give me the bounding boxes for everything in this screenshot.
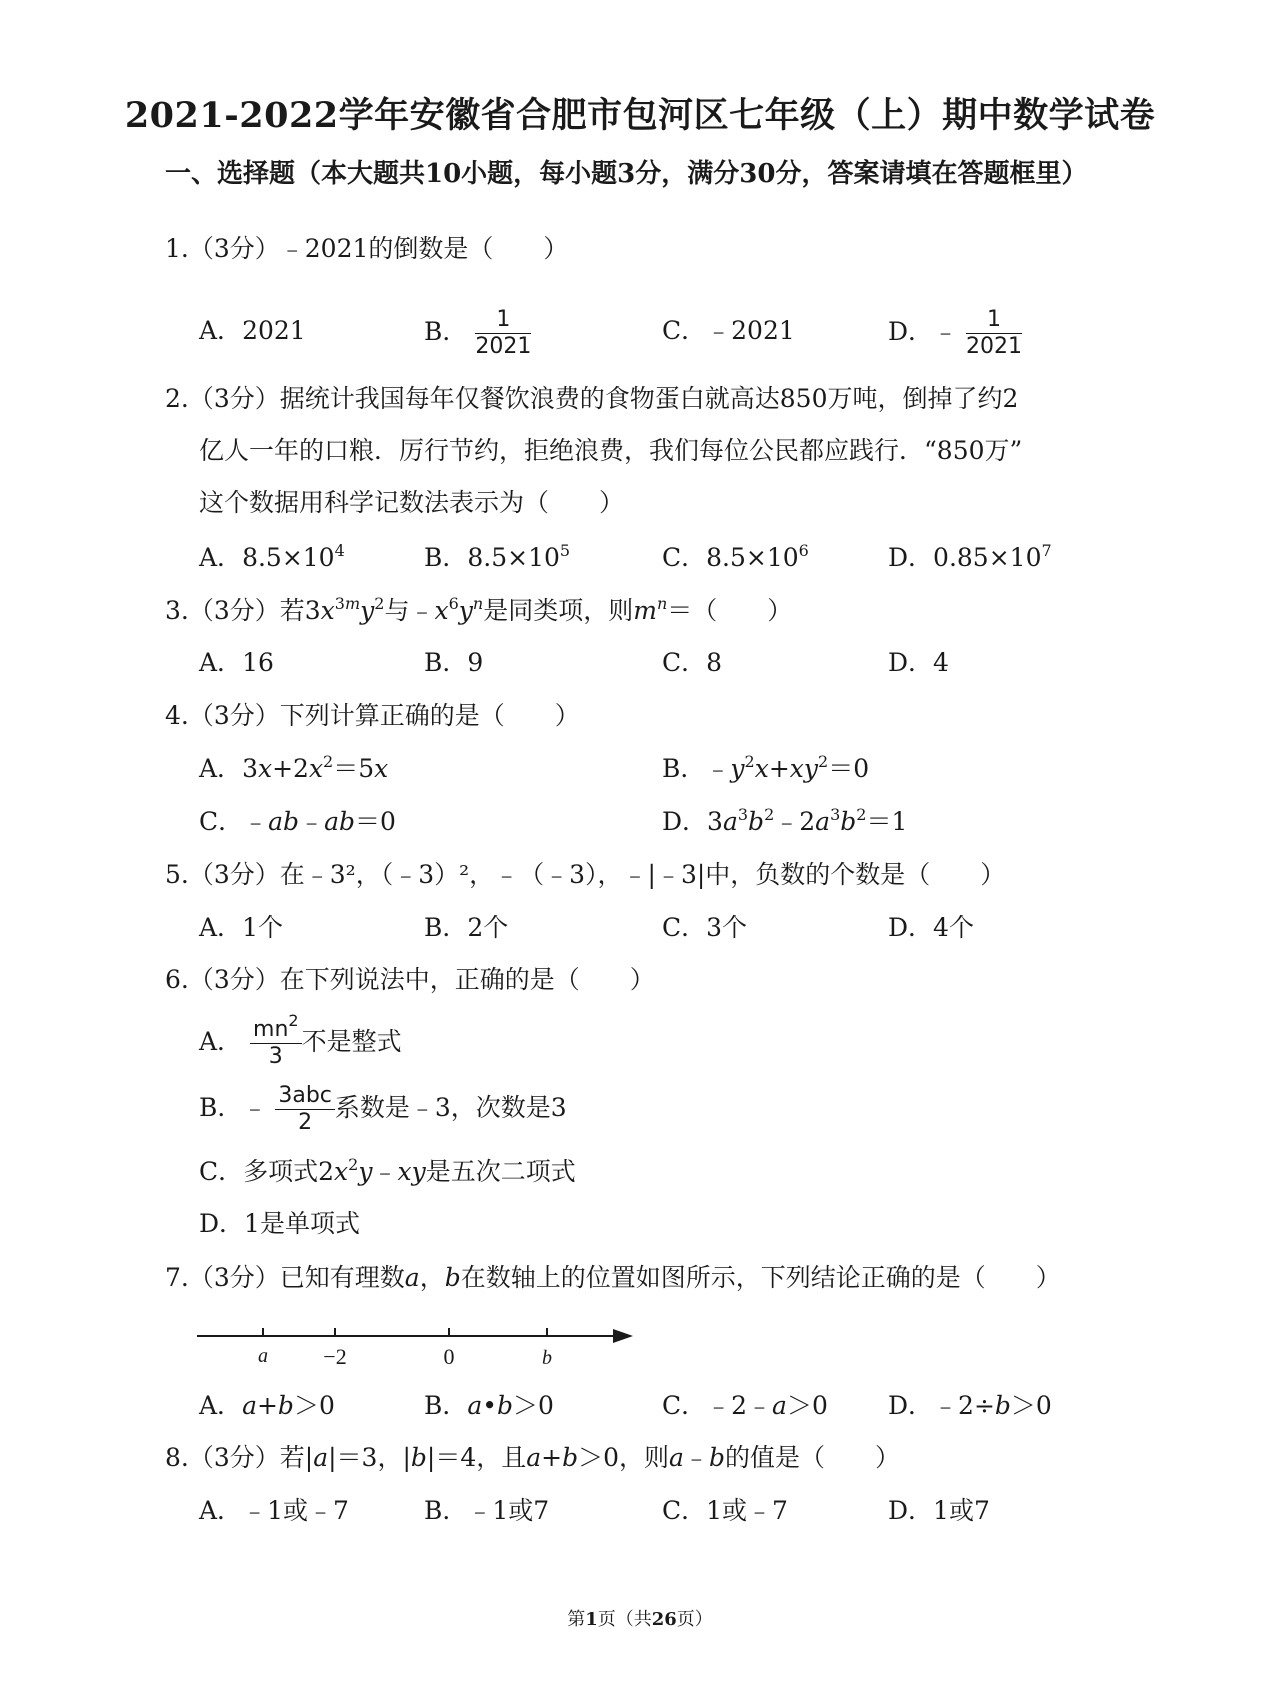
question-2-line-2: 亿人一年的口粮．厉行节约，拒绝浪费，我们每位公民都应践行．“850万” [199, 436, 1023, 465]
label-zero: 0 [443, 1344, 455, 1369]
question-2-line-3: 这个数据用科学记数法表示为（ ） [199, 488, 625, 517]
label-b: b [542, 1347, 552, 1369]
q7-option-c: C．﹣2﹣a＞0 [662, 1391, 828, 1420]
q1-fraction-b: $\frac{1}{2021}$ [475, 307, 532, 359]
q6-option-a: A． $\frac{mn^2}{3}$ 不是整式 [199, 1011, 402, 1069]
q4-option-b: B．$﹣y^2x+xy^2=0$ [662, 752, 870, 783]
question-3: 3.（3分）若$3x^{3m}y^2$与$﹣x^6y^n$是同类项，则$m^n=$（ ） [165, 594, 793, 625]
page-footer: 第1页（共26页） [567, 1609, 713, 1630]
q1-option-a: A．2021 [199, 316, 306, 345]
question-6: 6.（3分）在下列说法中，正确的是（ ） [165, 965, 655, 994]
q8-option-b: B．﹣1或7 [424, 1496, 550, 1525]
current-page-number: 1 [585, 1609, 598, 1630]
question-7: 7.（3分）已知有理数a，b在数轴上的位置如图所示，下列结论正确的是（ ） [165, 1263, 1061, 1292]
q2-option-c: C．$8.5\times 10^6$ [662, 541, 809, 572]
question-4: 4.（3分）下列计算正确的是（ ） [165, 701, 580, 730]
q8-option-a: A．﹣1或﹣7 [199, 1496, 349, 1525]
question-2: 2.（3分）据统计我国每年仅餐饮浪费的食物蛋白就高达850万吨，倒掉了约2 [165, 384, 1019, 413]
q6-fraction-b: $\frac{\text{3abc}}{2}$ [275, 1084, 335, 1135]
total-pages: 26 [651, 1609, 677, 1630]
q2-option-d: D．$0.85\times 10^7$ [888, 541, 1052, 572]
q1-fraction-d: $\frac{1}{2021}$ [966, 307, 1023, 359]
q6-option-c: C．多项式$2x^2y﹣xy$是五次二项式 [199, 1155, 576, 1186]
q1-option-d: D．﹣ $\frac{1}{2021}$ [888, 307, 1023, 359]
q3-option-d: D．4 [888, 648, 949, 677]
q4-option-a: A．$3x+2x^2=5x$ [199, 752, 389, 783]
q5-option-a: A．1个 [199, 913, 283, 942]
q8-option-d: D．1或7 [888, 1496, 990, 1525]
q3-option-a: A．16 [199, 648, 274, 677]
number-line-arrow [613, 1329, 633, 1343]
number-line-figure [195, 1318, 635, 1378]
label-minus-2: −2 [323, 1344, 347, 1369]
label-a: a [258, 1345, 268, 1367]
q6-option-d: D．1是单项式 [199, 1209, 360, 1238]
question-1: 1.（3分）﹣2021的倒数是（ ） [165, 234, 569, 263]
q5-option-b: B．2个 [424, 913, 509, 942]
q1-option-c: C．﹣2021 [662, 316, 795, 345]
q2-option-a: A．$8.5\times 10^4$ [199, 541, 345, 572]
question-5: 5.（3分）在﹣3²，（﹣3）²，﹣（﹣3），﹣|﹣3|中，负数的个数是（ ） [165, 860, 1006, 889]
q2-option-b: B．$8.5\times 10^5$ [424, 541, 571, 572]
page-title: 2021-2022学年安徽省合肥市包河区七年级（上）期中数学试卷 [124, 95, 1156, 136]
q7-option-a: A．a+b＞0 [199, 1391, 335, 1420]
q7-option-d: D．﹣2÷b＞0 [888, 1391, 1052, 1420]
q1-option-b: B． $\frac{1}{2021}$ [424, 307, 532, 359]
q4-option-c: C．﹣ab﹣ab＝0 [199, 807, 396, 836]
q6-option-b: B．﹣ $\frac{\text{3abc}}{2}$ 系数是﹣3，次数是3 [199, 1083, 567, 1135]
question-8: 8.（3分）若|a|＝3，|b|＝4，且a+b＞0，则a﹣b的值是（ ） [165, 1443, 900, 1472]
q5-option-c: C．3个 [662, 913, 748, 942]
q8-option-c: C．1或﹣7 [662, 1496, 788, 1525]
q3-option-b: B．9 [424, 648, 484, 677]
q6-fraction-a: $\frac{mn^2}{3}$ [250, 1018, 302, 1069]
section-heading: 一、选择题（本大题共10小题，每小题3分，满分30分，答案请填在答题框里） [165, 159, 1088, 189]
q3-option-c: C．8 [662, 648, 723, 677]
q7-option-b: B．a•b＞0 [424, 1391, 554, 1420]
q4-option-d: D．$3a^3b^2﹣2a^3b^2=1$ [662, 805, 908, 836]
q5-option-d: D．4个 [888, 913, 974, 942]
